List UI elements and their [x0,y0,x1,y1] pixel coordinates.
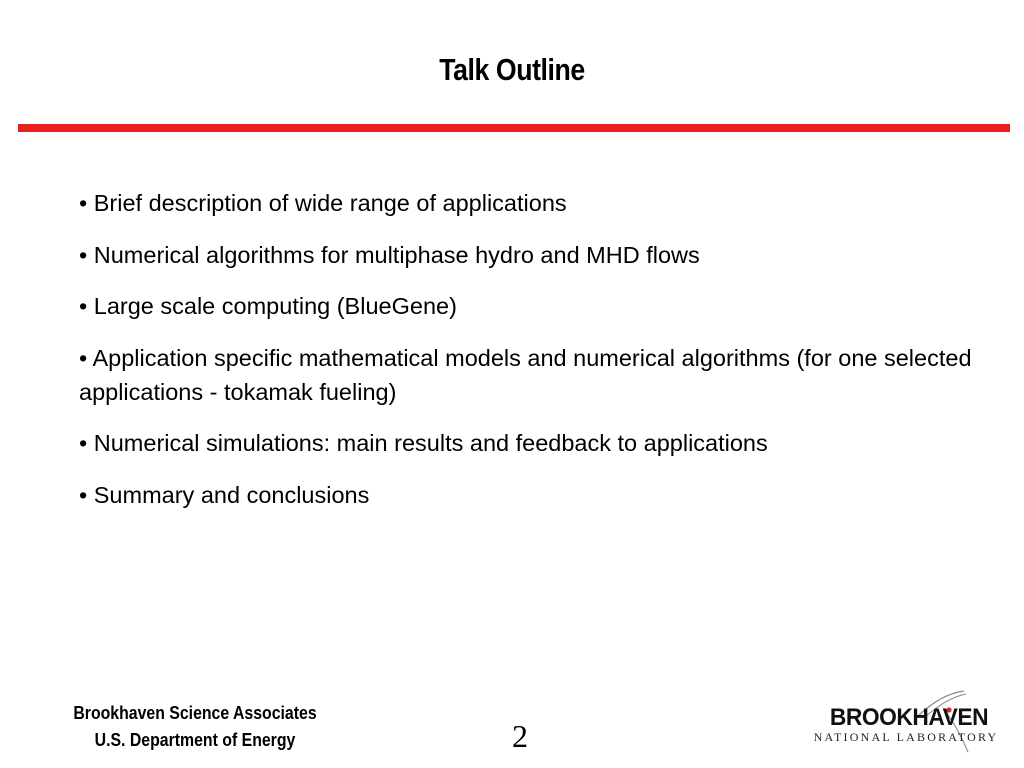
page-number: 2 [512,718,528,754]
logo-subtitle: NATIONAL LABORATORY [813,730,999,744]
logo-wordmark: BROOKHAVEN [829,704,989,731]
bullet-item: • Brief description of wide range of applications [79,190,567,216]
bullet-item: • Numerical algorithms for multiphase hydro and MHD flows [79,241,700,268]
bullet-list [79,186,979,529]
slide-title: Talk Outline [439,52,585,87]
footer-line-doe: U.S. Department of Energy [94,730,296,750]
bullet-item: • Summary and conclusions [79,481,370,508]
bullet-item: • Numerical simulations: main results and feedback to applications [79,430,768,456]
brookhaven-logo [806,688,1006,758]
footer-line-associates: Brookhaven Science Associates [73,703,317,723]
footer-organization [59,700,332,754]
bullet-item: • Application specific mathematical models and numerical algorithms (for one selected applications - tokamak fueling) [79,344,972,405]
title-divider [18,124,1010,132]
bullet-item: • Large scale computing (BlueGene) [79,293,457,319]
